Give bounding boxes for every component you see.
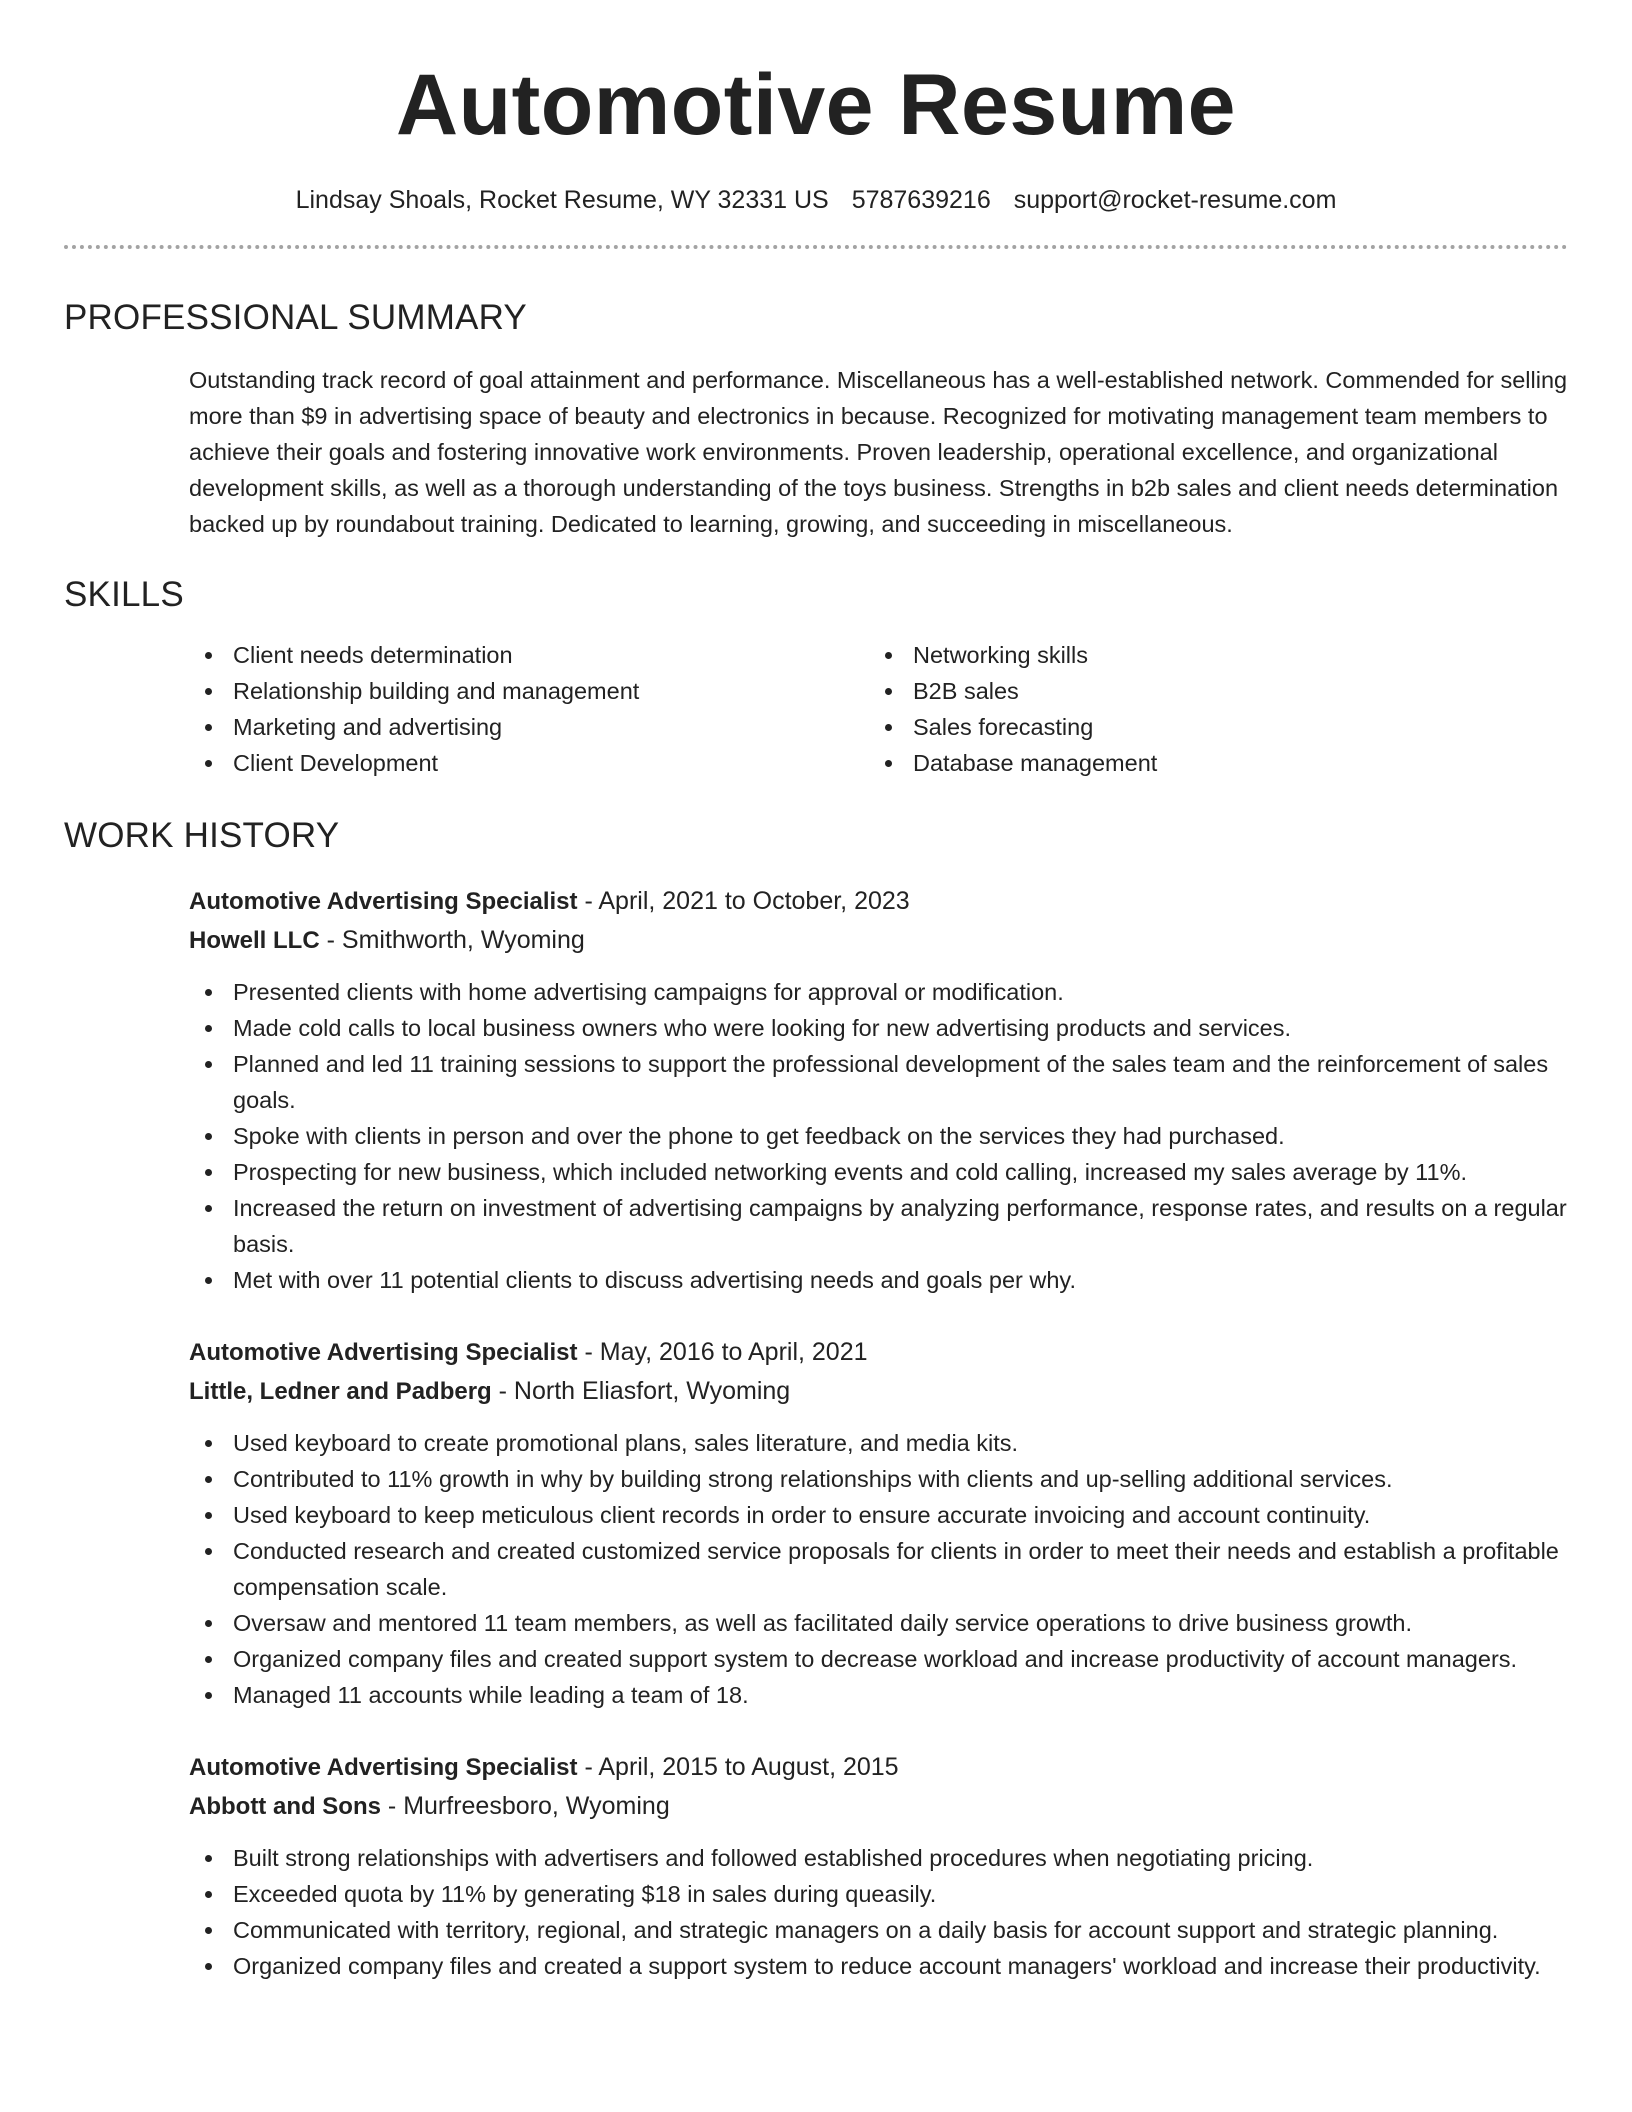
job-dates: - April, 2021 to October, 2023 bbox=[577, 887, 910, 915]
job-dates: - April, 2015 to August, 2015 bbox=[577, 1753, 899, 1781]
job-bullet: Communicated with territory, regional, and strategic managers on a daily basis for account support and strategic planning. bbox=[189, 1912, 1568, 1948]
job-location: - Smithworth, Wyoming bbox=[319, 926, 585, 954]
job-bullet: Met with over 11 potential clients to discuss advertising needs and goals per why. bbox=[189, 1262, 1568, 1298]
skill-item: Database management bbox=[869, 745, 1549, 781]
section-title-skills: SKILLS bbox=[64, 575, 184, 614]
job-bullet: Prospecting for new business, which included networking events and cold calling, increased my sales average by 11%. bbox=[189, 1154, 1568, 1190]
job-bullets bbox=[189, 974, 1568, 1298]
job-role-line bbox=[189, 1333, 1568, 1372]
skill-item: Marketing and advertising bbox=[189, 709, 869, 745]
job-bullet: Contributed to 11% growth in why by building strong relationships with clients and up-selling additional services. bbox=[189, 1461, 1568, 1497]
skill-item: Client Development bbox=[189, 745, 869, 781]
skills-column-right bbox=[869, 637, 1549, 781]
job-role-line bbox=[189, 1748, 1568, 1787]
job-bullet: Increased the return on investment of advertising campaigns by analyzing performance, response rates, and results on a regular basis. bbox=[189, 1190, 1568, 1262]
job-entry bbox=[189, 1748, 1568, 1984]
job-bullet: Conducted research and created customized service proposals for clients in order to meet their needs and establish a profitable compensation scale. bbox=[189, 1533, 1568, 1605]
job-bullet: Made cold calls to local business owners who were looking for new advertising products and services. bbox=[189, 1010, 1568, 1046]
job-location: - North Eliasfort, Wyoming bbox=[491, 1377, 791, 1405]
resume-title: Automotive Resume bbox=[396, 57, 1236, 153]
job-bullet: Spoke with clients in person and over the phone to get feedback on the services they had purchased. bbox=[189, 1118, 1568, 1154]
job-role: Automotive Advertising Specialist bbox=[189, 1754, 578, 1781]
job-bullet: Oversaw and mentored 11 team members, as well as facilitated daily service operations to drive business growth. bbox=[189, 1605, 1568, 1641]
section-title-summary: PROFESSIONAL SUMMARY bbox=[64, 298, 527, 337]
job-role-line bbox=[189, 882, 1568, 921]
job-bullet: Used keyboard to create promotional plans, sales literature, and media kits. bbox=[189, 1425, 1568, 1461]
contact-line bbox=[0, 184, 1632, 216]
job-bullet: Organized company files and created support system to decrease workload and increase productivity of account managers. bbox=[189, 1641, 1568, 1677]
skill-item: B2B sales bbox=[869, 673, 1549, 709]
skill-item: Networking skills bbox=[869, 637, 1549, 673]
skill-item: Relationship building and management bbox=[189, 673, 869, 709]
job-entry bbox=[189, 1333, 1568, 1713]
job-company: Howell LLC bbox=[189, 927, 320, 954]
contact-email: support@rocket-resume.com bbox=[1013, 186, 1337, 214]
job-company: Little, Ledner and Padberg bbox=[189, 1378, 492, 1405]
contact-phone: 5787639216 bbox=[851, 186, 991, 214]
job-company: Abbott and Sons bbox=[189, 1793, 381, 1820]
header-divider bbox=[64, 245, 1568, 249]
job-bullets bbox=[189, 1840, 1568, 1984]
section-title-work-history: WORK HISTORY bbox=[64, 816, 340, 855]
job-bullet: Built strong relationships with advertisers and followed established procedures when negotiating pricing. bbox=[189, 1840, 1568, 1876]
job-bullet: Planned and led 11 training sessions to support the professional development of the sales team and the reinforcement of sales goals. bbox=[189, 1046, 1568, 1118]
job-location: - Murfreesboro, Wyoming bbox=[380, 1792, 670, 1820]
job-role: Automotive Advertising Specialist bbox=[189, 1339, 578, 1366]
job-entry bbox=[189, 882, 1568, 1298]
job-company-line bbox=[189, 921, 1568, 960]
job-company-line bbox=[189, 1787, 1568, 1826]
summary-text: Outstanding track record of goal attainment and performance. Miscellaneous has a well-established network. Commended for selling more than $9 in advertising space of beauty and electronics in because. Recognized for motivating management team members to achieve their goals and fostering innovative work environments. Proven leadership, operational excellence, and organizational development skills, as well as a thorough understanding of the toys business. Strengths in b2b sales and client needs determination backed up by roundabout training. Dedicated to learning, growing, and succeeding in miscellaneous. bbox=[189, 367, 1568, 537]
skill-item: Sales forecasting bbox=[869, 709, 1549, 745]
job-bullets bbox=[189, 1425, 1568, 1713]
skill-item: Client needs determination bbox=[189, 637, 869, 673]
job-bullet: Exceeded quota by 11% by generating $18 in sales during queasily. bbox=[189, 1876, 1568, 1912]
job-bullet: Used keyboard to keep meticulous client records in order to ensure accurate invoicing and account continuity. bbox=[189, 1497, 1568, 1533]
job-bullet: Presented clients with home advertising campaigns for approval or modification. bbox=[189, 974, 1568, 1010]
contact-address: Lindsay Shoals, Rocket Resume, WY 32331 US bbox=[295, 186, 829, 214]
job-bullet: Organized company files and created a support system to reduce account managers' workload and increase their productivity. bbox=[189, 1948, 1568, 1984]
skills-grid bbox=[189, 637, 1568, 781]
job-role: Automotive Advertising Specialist bbox=[189, 888, 578, 915]
skills-column-left bbox=[189, 637, 869, 781]
job-bullet: Managed 11 accounts while leading a team of 18. bbox=[189, 1677, 1568, 1713]
job-dates: - May, 2016 to April, 2021 bbox=[577, 1338, 868, 1366]
job-company-line bbox=[189, 1372, 1568, 1411]
